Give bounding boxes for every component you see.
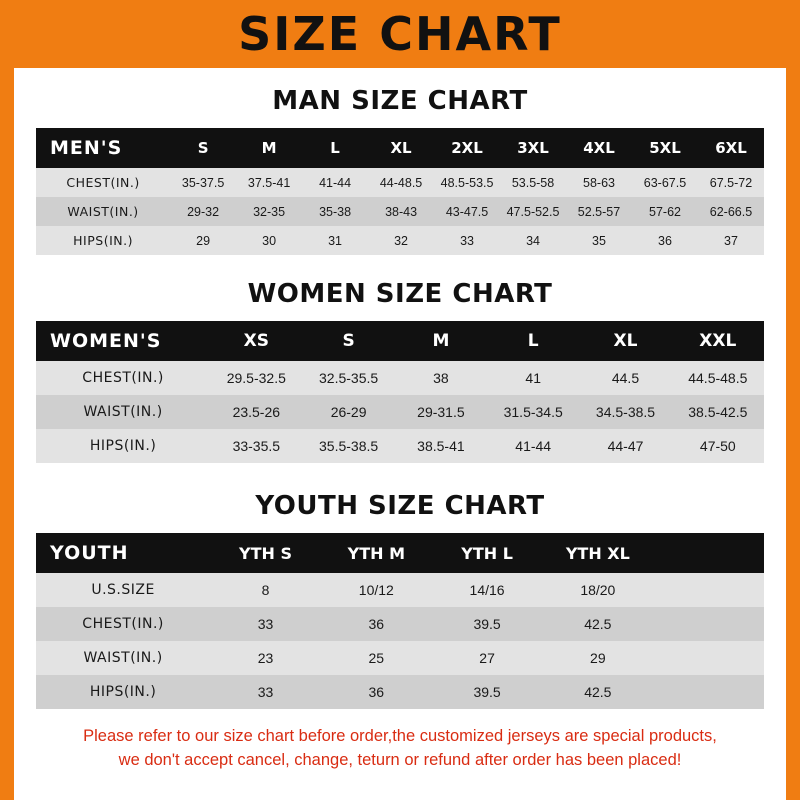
women-chest-l: 41 [487, 361, 579, 395]
men-header-label: MEN'S [36, 128, 170, 168]
table-row [36, 361, 764, 395]
women-row-label-chest: CHEST(IN.) [36, 361, 210, 395]
youth-ussize-m: 10/12 [321, 573, 432, 607]
women-chest-xs: 29.5-32.5 [210, 361, 302, 395]
women-header-xs: XS [210, 321, 302, 361]
women-waist-xs: 23.5-26 [210, 395, 302, 429]
youth-ussize-l: 14/16 [432, 573, 543, 607]
men-chest-m: 37.5-41 [236, 168, 302, 197]
men-row-label-hips: HIPS(IN.) [36, 226, 170, 255]
women-chest-s: 32.5-35.5 [302, 361, 394, 395]
youth-table-header [36, 533, 764, 573]
section-title-women: WOMEN SIZE CHART [247, 279, 553, 309]
youth-header-label: YOUTH [36, 533, 210, 573]
men-size-table [36, 128, 764, 255]
table-row [36, 395, 764, 429]
youth-hips-blank [653, 675, 764, 709]
men-header-6xl: 6XL [698, 128, 764, 168]
men-chest-2xl: 48.5-53.5 [434, 168, 500, 197]
men-chest-3xl: 53.5-58 [500, 168, 566, 197]
men-hips-xl: 32 [368, 226, 434, 255]
table-row [36, 675, 764, 709]
youth-ussize-blank [653, 573, 764, 607]
men-header-4xl: 4XL [566, 128, 632, 168]
men-hips-6xl: 37 [698, 226, 764, 255]
women-hips-s: 35.5-38.5 [302, 429, 394, 463]
men-waist-xl: 38-43 [368, 197, 434, 226]
youth-row-label-hips: HIPS(IN.) [36, 675, 210, 709]
youth-size-table [36, 533, 764, 709]
men-header-s: S [170, 128, 236, 168]
youth-row-label-waist: WAIST(IN.) [36, 641, 210, 675]
men-waist-m: 32-35 [236, 197, 302, 226]
footer-note-line-2: we don't accept cancel, change, teturn or refund after order has been placed! [118, 750, 682, 769]
youth-header-m: YTH M [321, 533, 432, 573]
women-header-xxl: XXL [672, 321, 764, 361]
men-waist-4xl: 52.5-57 [566, 197, 632, 226]
youth-hips-s: 33 [210, 675, 321, 709]
men-row-label-waist: WAIST(IN.) [36, 197, 170, 226]
youth-chest-s: 33 [210, 607, 321, 641]
youth-waist-s: 23 [210, 641, 321, 675]
women-row-label-waist: WAIST(IN.) [36, 395, 210, 429]
table-header-row [36, 128, 764, 168]
women-table-header [36, 321, 764, 361]
women-hips-xs: 33-35.5 [210, 429, 302, 463]
table-row [36, 168, 764, 197]
table-row [36, 429, 764, 463]
men-chest-l: 41-44 [302, 168, 368, 197]
youth-ussize-xl: 18/20 [542, 573, 653, 607]
men-waist-5xl: 57-62 [632, 197, 698, 226]
men-header-2xl: 2XL [434, 128, 500, 168]
men-hips-4xl: 35 [566, 226, 632, 255]
youth-chest-l: 39.5 [432, 607, 543, 641]
footer-note [46, 725, 754, 773]
men-waist-l: 35-38 [302, 197, 368, 226]
youth-row-label-chest: CHEST(IN.) [36, 607, 210, 641]
men-table-header [36, 128, 764, 168]
youth-hips-xl: 42.5 [542, 675, 653, 709]
page-title: SIZE CHART [238, 7, 562, 61]
youth-header-xl: YTH XL [542, 533, 653, 573]
men-hips-5xl: 36 [632, 226, 698, 255]
women-header-l: L [487, 321, 579, 361]
men-row-label-chest: CHEST(IN.) [36, 168, 170, 197]
men-header-m: M [236, 128, 302, 168]
women-header-label: WOMEN'S [36, 321, 210, 361]
youth-hips-m: 36 [321, 675, 432, 709]
youth-waist-blank [653, 641, 764, 675]
footer-note-line-1: Please refer to our size chart before order,the customized jerseys are special products, [83, 727, 717, 745]
women-waist-s: 26-29 [302, 395, 394, 429]
men-chest-s: 35-37.5 [170, 168, 236, 197]
men-waist-3xl: 47.5-52.5 [500, 197, 566, 226]
men-hips-m: 30 [236, 226, 302, 255]
table-row [36, 197, 764, 226]
women-hips-xxl: 47-50 [672, 429, 764, 463]
table-row [36, 573, 764, 607]
men-hips-l: 31 [302, 226, 368, 255]
men-hips-2xl: 33 [434, 226, 500, 255]
women-hips-m: 38.5-41 [395, 429, 487, 463]
men-chest-5xl: 63-67.5 [632, 168, 698, 197]
men-waist-s: 29-32 [170, 197, 236, 226]
women-waist-xxl: 38.5-42.5 [672, 395, 764, 429]
banner [0, 0, 800, 68]
women-header-m: M [395, 321, 487, 361]
table-row [36, 607, 764, 641]
youth-waist-xl: 29 [542, 641, 653, 675]
youth-row-label-ussize: U.S.SIZE [36, 573, 210, 607]
women-hips-xl: 44-47 [579, 429, 671, 463]
women-size-table [36, 321, 764, 463]
women-chest-xxl: 44.5-48.5 [672, 361, 764, 395]
women-header-xl: XL [579, 321, 671, 361]
youth-waist-m: 25 [321, 641, 432, 675]
women-chest-xl: 44.5 [579, 361, 671, 395]
women-chest-m: 38 [395, 361, 487, 395]
men-hips-s: 29 [170, 226, 236, 255]
men-chest-xl: 44-48.5 [368, 168, 434, 197]
table-row [36, 641, 764, 675]
content [14, 86, 786, 773]
men-chest-4xl: 58-63 [566, 168, 632, 197]
women-waist-l: 31.5-34.5 [487, 395, 579, 429]
youth-header-blank [653, 533, 764, 573]
women-waist-xl: 34.5-38.5 [579, 395, 671, 429]
men-table-body [36, 168, 764, 255]
men-chest-6xl: 67.5-72 [698, 168, 764, 197]
youth-ussize-s: 8 [210, 573, 321, 607]
youth-header-s: YTH S [210, 533, 321, 573]
men-header-3xl: 3XL [500, 128, 566, 168]
men-waist-2xl: 43-47.5 [434, 197, 500, 226]
section-title-man: MAN SIZE CHART [272, 86, 528, 116]
table-header-row [36, 321, 764, 361]
men-waist-6xl: 62-66.5 [698, 197, 764, 226]
section-title-youth: YOUTH SIZE CHART [255, 491, 545, 521]
men-header-l: L [302, 128, 368, 168]
men-hips-3xl: 34 [500, 226, 566, 255]
youth-waist-l: 27 [432, 641, 543, 675]
women-waist-m: 29-31.5 [395, 395, 487, 429]
women-table-body [36, 361, 764, 463]
youth-chest-blank [653, 607, 764, 641]
youth-header-l: YTH L [432, 533, 543, 573]
youth-hips-l: 39.5 [432, 675, 543, 709]
men-header-5xl: 5XL [632, 128, 698, 168]
table-row [36, 226, 764, 255]
men-header-xl: XL [368, 128, 434, 168]
youth-chest-xl: 42.5 [542, 607, 653, 641]
table-header-row [36, 533, 764, 573]
youth-chest-m: 36 [321, 607, 432, 641]
youth-table-body [36, 573, 764, 709]
women-header-s: S [302, 321, 394, 361]
women-row-label-hips: HIPS(IN.) [36, 429, 210, 463]
women-hips-l: 41-44 [487, 429, 579, 463]
